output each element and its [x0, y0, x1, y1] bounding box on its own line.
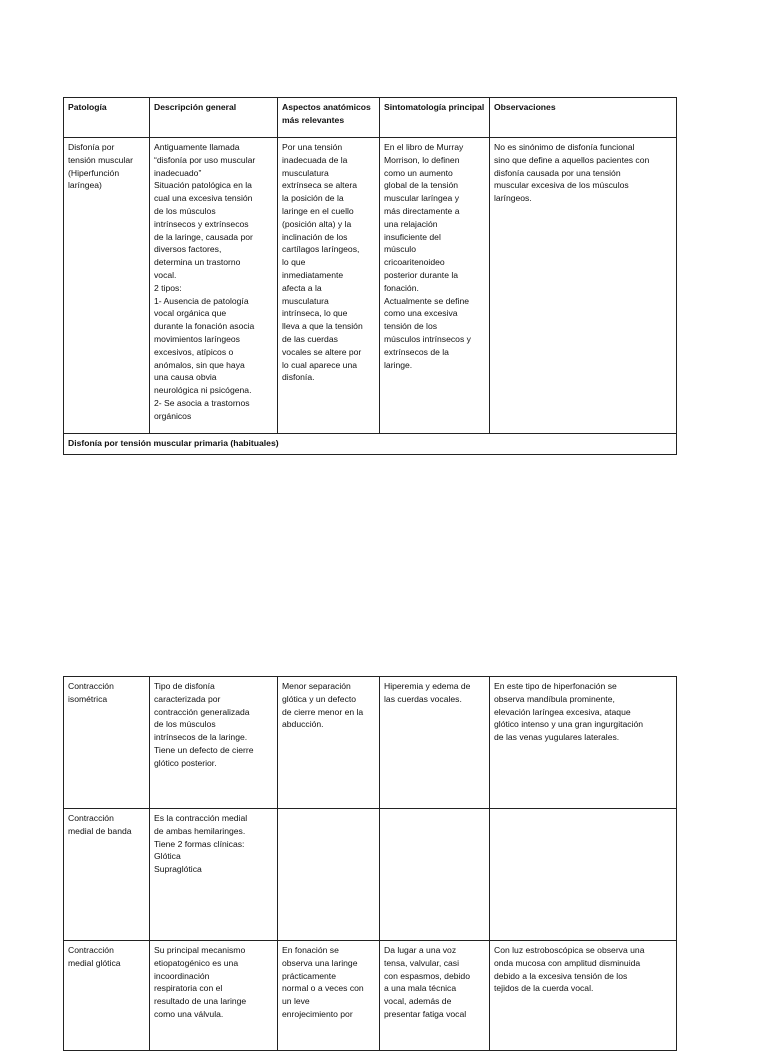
cell-text-line: onda mucosa con amplitud disminuida	[494, 957, 641, 968]
cell-text-line: Hiperemia y edema de	[384, 681, 471, 691]
cell-text-line: (posición alta) y la	[282, 218, 352, 229]
cell-text-line: Tiene 2 formas clínicas:	[154, 838, 245, 849]
cell-text-line: muscular laríngea y	[384, 193, 459, 204]
cell-patologia	[64, 677, 150, 809]
cell-text-line: (Hiperfunción	[68, 167, 120, 178]
cell-text-line: etiopatogénico es una	[154, 957, 239, 968]
cell-text-line: presentar fatiga vocal	[384, 1008, 467, 1019]
footer-primary-dysphonia: Disfonía por tensión muscular primaria (habituales)	[64, 434, 677, 455]
cell-patologia	[64, 941, 150, 1051]
header-sintomatologia: Sintomatología principal	[380, 98, 490, 138]
cell-text-line: Tiene un defecto de cierre	[154, 744, 254, 755]
cell-text-line: inadecuada de la	[282, 154, 348, 165]
cell-text-line: vocal, además de	[384, 996, 452, 1007]
cell-observaciones	[490, 941, 677, 1051]
cell-text-line: cual una excesiva tensión	[154, 193, 253, 204]
cell-text-line: una causa obvia	[154, 372, 217, 383]
cell-text-line: determina un trastorno	[154, 257, 241, 268]
cell-text-line: lo cual aparece una	[282, 359, 358, 370]
cell-text-line: laringe en el cuello	[282, 205, 354, 216]
cell-text-line: sino que define a aquellos pacientes con	[494, 154, 650, 165]
cell-text-line: de los músculos	[154, 719, 216, 730]
table-row	[64, 677, 677, 809]
cell-descripcion	[150, 138, 278, 434]
cell-text-line: inclinación de los	[282, 231, 348, 242]
cell-text-line: fonación.	[384, 282, 419, 293]
cell-text-line: glótico intenso y una gran ingurgitación	[494, 719, 644, 730]
cell-text-line: abducción.	[282, 719, 324, 730]
cell-aspectos	[278, 677, 380, 809]
cell-text-line: Glótica	[154, 851, 181, 862]
cell-text-line: de la laringe, causada por	[154, 231, 253, 242]
cell-text-line: laríngea)	[68, 180, 102, 191]
cell-text-line: extrínseca se altera	[282, 180, 357, 191]
cell-text-line: vocal orgánica que	[154, 308, 227, 319]
cell-text-line: tensa, valvular, casi	[384, 957, 459, 968]
cell-text-line: lo que	[282, 257, 306, 268]
cell-text-line: cartílagos laríngeos,	[282, 244, 360, 255]
cell-text-line: de las venas yugulares laterales.	[494, 732, 620, 743]
cell-text-line: Con luz estroboscópica se observa una	[494, 945, 645, 955]
cell-text-line: resultado de una laringe	[154, 996, 247, 1007]
cell-observaciones	[490, 138, 677, 434]
cell-descripcion	[150, 677, 278, 809]
cell-text-line: laringe.	[384, 359, 413, 370]
cell-text-line: Su principal mecanismo	[154, 945, 246, 955]
cell-text-line: Por una tensión	[282, 142, 343, 152]
table-pathology-overview	[63, 97, 677, 455]
cell-text-line: Supraglótica	[154, 864, 202, 875]
cell-text-line: medial de banda	[68, 825, 132, 836]
cell-text-line: respiratoria con el	[154, 983, 223, 994]
cell-text-line: inadecuado”	[154, 167, 202, 178]
cell-text-line: las cuerdas vocales.	[384, 693, 462, 704]
cell-text-line: En este tipo de hiperfonación se	[494, 681, 617, 691]
cell-text-line: más directamente a	[384, 205, 460, 216]
cell-text-line: insuficiente del	[384, 231, 441, 242]
cell-text-line: de ambas hemilaringes.	[154, 825, 246, 836]
cell-text-line: movimientos laríngeos	[154, 333, 240, 344]
cell-aspectos	[278, 809, 380, 941]
cell-sintomatologia	[380, 941, 490, 1051]
cell-text-line: Antiguamente llamada	[154, 142, 240, 152]
cell-text-line: de las cuerdas	[282, 333, 338, 344]
cell-text-line: laríngeos.	[494, 193, 532, 204]
cell-text-line: prácticamente	[282, 970, 336, 981]
cell-text-line: inmediatamente	[282, 269, 344, 280]
table-row	[64, 941, 677, 1051]
cell-text-line: 2 tipos:	[154, 282, 182, 293]
cell-descripcion	[150, 941, 278, 1051]
cell-text-line: Menor separación	[282, 681, 351, 691]
cell-text-line: observa una laringe	[282, 957, 358, 968]
cell-text-line: cricoaritenoideo	[384, 257, 445, 268]
cell-patologia	[64, 138, 150, 434]
cell-text-line: isométrica	[68, 693, 108, 704]
cell-text-line: vocal.	[154, 269, 177, 280]
cell-text-line: neurológica ni psicógena.	[154, 385, 252, 396]
cell-text-line: con espasmos, debido	[384, 970, 470, 981]
cell-text-line: Actualmente se define	[384, 295, 470, 306]
cell-text-line: un leve	[282, 996, 310, 1007]
cell-text-line: excesivos, atípicos o	[154, 346, 234, 357]
cell-text-line: intrínsecos de la laringe.	[154, 732, 248, 743]
cell-observaciones	[490, 677, 677, 809]
cell-text-line: tensión de los	[384, 321, 438, 332]
cell-text-line: observa mandíbula prominente,	[494, 693, 615, 704]
cell-text-line: incoordinación	[154, 970, 210, 981]
header-observaciones: Observaciones	[490, 98, 677, 138]
cell-text-line: diversos factores,	[154, 244, 222, 255]
cell-sintomatologia	[380, 138, 490, 434]
header-patologia: Patología	[64, 98, 150, 138]
cell-text-line: 2- Se asocia a trastornos	[154, 397, 250, 408]
cell-text-line: glótica y un defecto	[282, 693, 357, 704]
cell-text-line: Contracción	[68, 681, 114, 691]
cell-text-line: afecta a la	[282, 282, 322, 293]
cell-text-line: como un aumento	[384, 167, 453, 178]
table-row	[64, 809, 677, 941]
cell-text-line: Disfonía por	[68, 142, 115, 152]
cell-text-line: normal o a veces con	[282, 983, 364, 994]
cell-text-line: elevación laríngea excesiva, ataque	[494, 706, 631, 717]
cell-text-line: global de la tensión	[384, 180, 459, 191]
cell-text-line: glótico posterior.	[154, 757, 217, 768]
cell-text-line: tensión muscular	[68, 154, 133, 165]
cell-text-line: medial glótica	[68, 957, 121, 968]
cell-text-line: la posición de la	[282, 193, 344, 204]
cell-text-line: No es sinónimo de disfonía funcional	[494, 142, 635, 152]
cell-text-line: Morrison, lo definen	[384, 154, 460, 165]
cell-text-line: anómalos, sin que haya	[154, 359, 245, 370]
cell-text-line: Es la contracción medial	[154, 813, 248, 823]
cell-text-line: músculo	[384, 244, 416, 255]
cell-text-line: posterior durante la	[384, 269, 459, 280]
cell-text-line: caracterizada por	[154, 693, 221, 704]
cell-text-line: musculatura	[282, 167, 329, 178]
cell-sintomatologia	[380, 677, 490, 809]
table-footer-row	[64, 434, 677, 455]
cell-text-line: intrínseca, lo que	[282, 308, 348, 319]
cell-text-line: vocales se altere por	[282, 346, 362, 357]
cell-sintomatologia	[380, 809, 490, 941]
table-row	[64, 138, 677, 434]
cell-text-line: Contracción	[68, 813, 114, 823]
cell-text-line: 1- Ausencia de patología	[154, 295, 249, 306]
cell-text-line: una relajación	[384, 218, 438, 229]
cell-text-line: disfonía causada por una tensión	[494, 167, 621, 178]
cell-text-line: muscular excesiva de los músculos	[494, 180, 629, 191]
table-header-row	[64, 98, 677, 138]
cell-aspectos	[278, 941, 380, 1051]
cell-text-line: Tipo de disfonía	[154, 681, 215, 691]
cell-text-line: durante la fonación asocia	[154, 321, 255, 332]
cell-text-line: lleva a que la tensión	[282, 321, 363, 332]
cell-text-line: disfonía.	[282, 372, 315, 383]
cell-text-line: como una válvula.	[154, 1008, 224, 1019]
cell-text-line: debido a la excesiva tensión de los	[494, 970, 628, 981]
header-aspectos: Aspectos anatómicos más relevantes	[278, 98, 380, 138]
cell-text-line: En fonación se	[282, 945, 339, 955]
cell-observaciones	[490, 809, 677, 941]
cell-text-line: intrínsecos y extrínsecos	[154, 218, 249, 229]
cell-text-line: de cierre menor en la	[282, 706, 364, 717]
header-descripcion: Descripción general	[150, 98, 278, 138]
cell-text-line: En el libro de Murray	[384, 142, 464, 152]
cell-descripcion	[150, 809, 278, 941]
cell-text-line: Contracción	[68, 945, 114, 955]
cell-text-line: tejidos de la cuerda vocal.	[494, 983, 594, 994]
cell-text-line: Situación patológica en la	[154, 180, 252, 191]
cell-patologia	[64, 809, 150, 941]
cell-text-line: “disfonía por uso muscular	[154, 154, 256, 165]
cell-text-line: músculos intrínsecos y	[384, 333, 471, 344]
cell-text-line: Da lugar a una voz	[384, 945, 457, 955]
cell-text-line: enrojecimiento por	[282, 1008, 353, 1019]
cell-aspectos	[278, 138, 380, 434]
cell-text-line: a una mala técnica	[384, 983, 457, 994]
table-contraction-types	[63, 676, 677, 1051]
cell-text-line: de los músculos	[154, 205, 216, 216]
cell-text-line: musculatura	[282, 295, 329, 306]
cell-text-line: como una excesiva	[384, 308, 458, 319]
cell-text-line: extrínsecos de la	[384, 346, 449, 357]
cell-text-line: orgánicos	[154, 410, 192, 421]
cell-text-line: contracción generalizada	[154, 706, 250, 717]
